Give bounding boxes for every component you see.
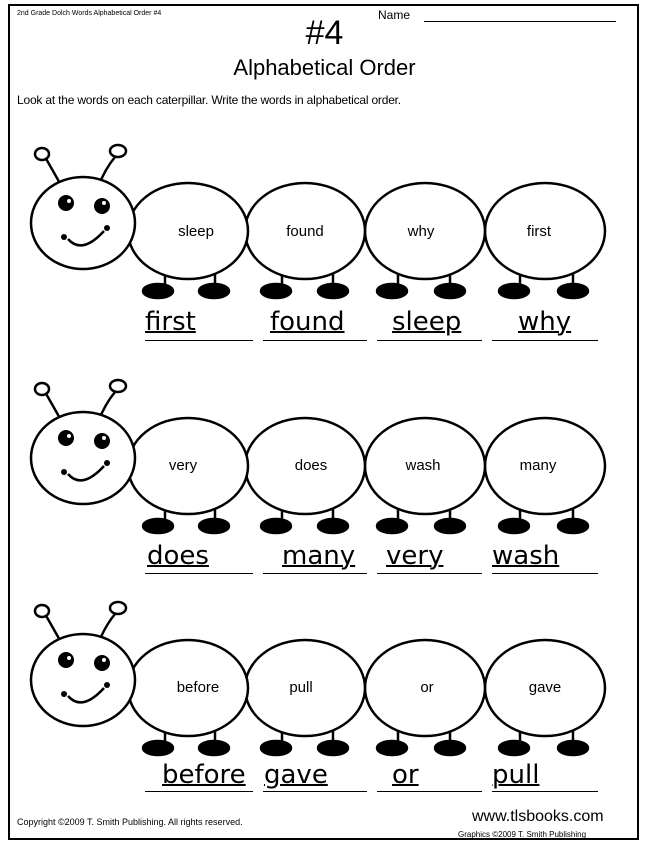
segment-word: sleep	[178, 223, 214, 240]
answer-line	[263, 340, 367, 341]
answer-word[interactable]: found	[270, 307, 345, 337]
segment-word: gave	[528, 679, 562, 696]
website-link[interactable]: www.tlsbooks.com	[472, 808, 604, 825]
instructions: Look at the words on each caterpillar. Write the words in alphabetical order.	[17, 93, 401, 107]
answer-line	[145, 573, 253, 574]
answer-word[interactable]: gave	[264, 760, 328, 790]
answer-word[interactable]: pull	[492, 760, 540, 790]
answer-word[interactable]: many	[282, 541, 356, 571]
worksheet-number: #4	[305, 14, 344, 52]
segment-word: before	[176, 679, 220, 696]
segment-word: pull	[289, 679, 313, 696]
answer-word[interactable]: before	[162, 760, 246, 790]
answer-line	[145, 340, 253, 341]
answer-line	[377, 340, 482, 341]
graphics-credit: Graphics ©2009 T. Smith Publishing	[458, 830, 587, 839]
answer-word[interactable]: sleep	[392, 307, 462, 337]
answer-line	[145, 791, 253, 792]
segment-word: found	[286, 223, 324, 240]
answer-line	[492, 573, 598, 574]
segment-word: first	[526, 223, 552, 240]
caterpillar-1	[31, 145, 605, 298]
answer-word[interactable]: first	[145, 307, 196, 337]
answer-word[interactable]: does	[147, 541, 209, 571]
segment-word: wash	[405, 457, 441, 474]
answer-line	[263, 791, 367, 792]
answer-line	[492, 340, 598, 341]
answer-line	[377, 573, 482, 574]
segment-word: does	[294, 457, 328, 474]
segment-word: very	[168, 457, 198, 474]
name-label: Name	[378, 8, 411, 22]
answer-word[interactable]: or	[392, 760, 419, 790]
answer-line	[377, 791, 482, 792]
copyright: Copyright ©2009 T. Smith Publishing. All rights reserved.	[17, 817, 243, 827]
answer-line	[263, 573, 367, 574]
page-title: Alphabetical Order	[233, 55, 416, 80]
answer-word[interactable]: wash	[492, 541, 560, 571]
answer-word[interactable]: why	[518, 307, 572, 337]
segment-word: many	[519, 457, 557, 474]
segment-word: why	[407, 223, 435, 240]
answer-line	[492, 791, 598, 792]
answer-word[interactable]: very	[386, 541, 444, 571]
worksheet-subtitle: 2nd Grade Dolch Words Alphabetical Order #4	[17, 10, 162, 17]
segment-word: or	[420, 679, 434, 696]
